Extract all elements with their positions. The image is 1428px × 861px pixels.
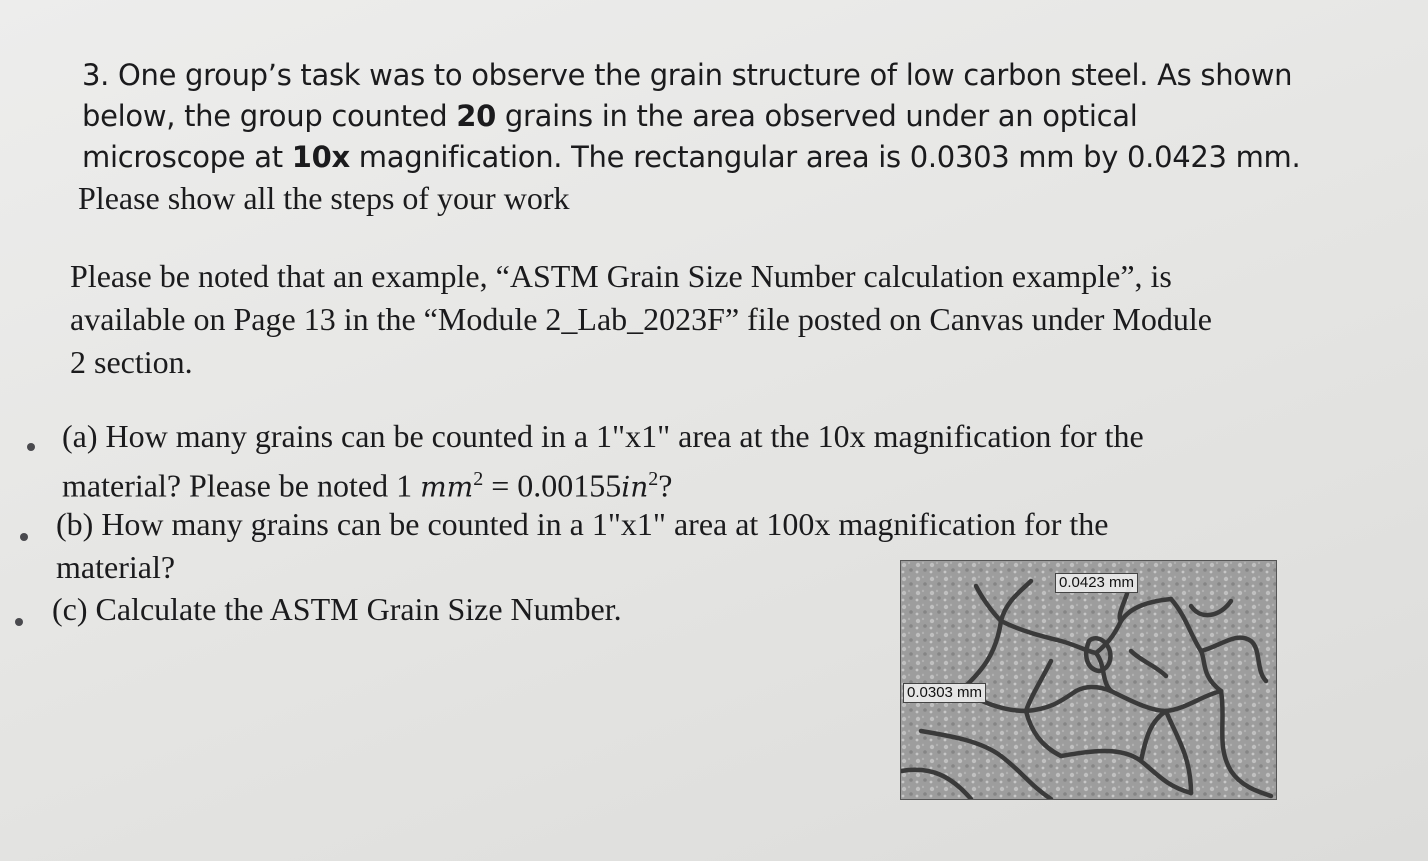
- note-paragraph: [70, 255, 1212, 384]
- problem-line-2: below, the group counted 20 grains in the area observed under an optical: [82, 99, 1138, 133]
- problem-line-4: Please show all the steps of your work: [78, 180, 570, 216]
- question-a-line-2: material? Please be noted 1 $mm^2 = 0.00155in^2$?: [62, 467, 673, 504]
- question-c: [52, 588, 622, 631]
- width-scale-label: 0.0423 mm: [1055, 573, 1138, 593]
- note-line-2: available on Page 13 in the “Module 2_Lab_2023F” file posted on Canvas under Module: [70, 301, 1212, 337]
- question-b-line-2: material?: [56, 549, 176, 585]
- note-line-1: Please be noted that an example, “ASTM Grain Size Number calculation example”, is: [70, 258, 1172, 294]
- problem-line-1: 3. One group’s task was to observe the grain structure of low carbon steel. As shown: [82, 58, 1293, 92]
- problem-line-3: microscope at 10x magnification. The rectangular area is 0.0303 mm by 0.0423 mm.: [82, 140, 1301, 174]
- problem-statement: [82, 55, 1300, 178]
- note-line-3: 2 section.: [70, 344, 193, 380]
- height-scale-label: 0.0303 mm: [903, 683, 986, 703]
- magnification: 10x: [291, 140, 350, 174]
- micrograph-image: [901, 561, 1276, 799]
- question-a-line-1: (a) How many grains can be counted in a 1"x1" area at the 10x magnification for the: [62, 418, 1144, 454]
- bullet-c: [15, 618, 23, 626]
- question-a: [62, 415, 1144, 509]
- question-b-line-1: (b) How many grains can be counted in a 1"x1" area at 100x magnification for the: [56, 506, 1109, 542]
- bullet-b: [20, 533, 28, 541]
- question-c-line-1: (c) Calculate the ASTM Grain Size Number.: [52, 591, 622, 627]
- grain-micrograph: [900, 560, 1277, 800]
- bullet-a: [27, 443, 35, 451]
- problem-instruction: [78, 177, 569, 220]
- grain-count: 20: [456, 99, 497, 133]
